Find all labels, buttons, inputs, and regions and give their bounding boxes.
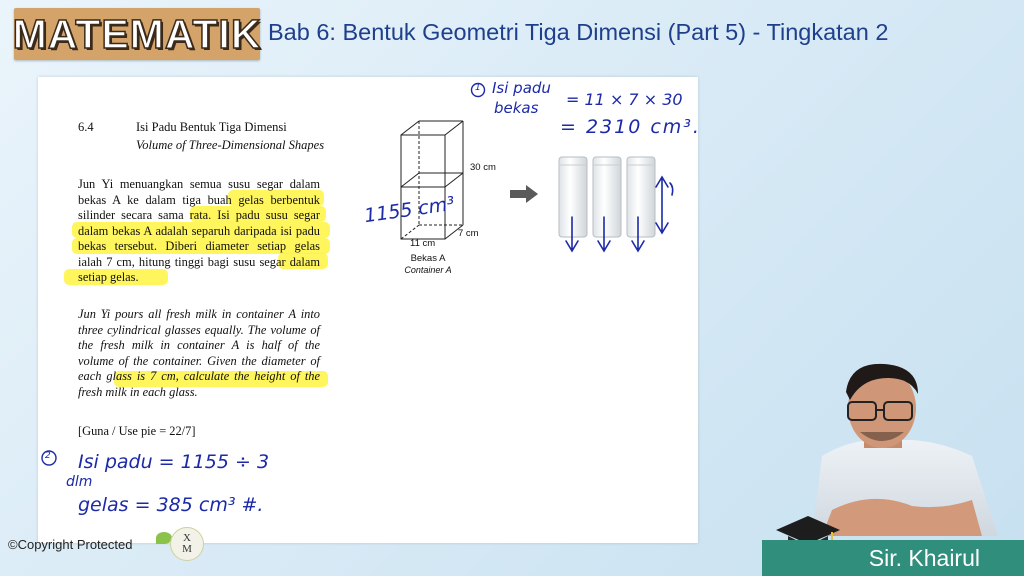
matematik-logo: [14, 8, 260, 60]
lesson-slide: [38, 77, 698, 543]
container-caption-en: Container A: [404, 265, 452, 275]
step2-marker-number: 2: [45, 451, 51, 461]
presenter-name: Sir. Khairul: [868, 544, 980, 571]
section-number: 6.4: [78, 120, 94, 134]
width-label: 11 cm: [410, 238, 436, 249]
logo-text: MATEMATIK: [12, 10, 262, 57]
ink-arrows: [558, 167, 698, 257]
step2-line2: dlm: [66, 474, 93, 490]
container-caption-ms: Bekas A: [410, 253, 446, 264]
copyright-text: ©Copyright Protected: [8, 537, 133, 552]
step1-marker-number: 1: [475, 83, 481, 93]
question-en: Jun Yi pours all fresh milk in container A into three cylindrical glasses equally. The volume of the fresh milk in container A is half of the volume of the container. Given the diameter of each glass is 7 cm, calculate the height of the fresh milk in each glass.: [78, 307, 320, 399]
pie-note: [Guna / Use pie = 22/7]: [78, 424, 196, 438]
section-title-ms: Isi Padu Bentuk Tiga Dimensi: [136, 120, 287, 134]
xm-logo: X M: [170, 527, 204, 561]
question-ms: Jun Yi menuangkan semua susu segar dalam bekas A ke dalam tiga buah gelas berbentuk silinder secara sama rata. Isi padu susu segar dalam bekas A adalah separuh daripada isi padu bekas tersebut. Diberi diameter setiap gelas ialah 7 cm, hitung tinggi bagi susu segar dalam setiap gelas.: [78, 177, 320, 284]
half-volume-note: 1155 cm³: [362, 192, 457, 228]
right-arrow-icon: [510, 185, 538, 203]
section-title-en: Volume of Three-Dimensional Shapes: [136, 138, 325, 152]
step1-label-line1: Isi padu: [492, 79, 551, 97]
depth-label: 7 cm: [458, 228, 479, 239]
step2-line3: gelas = 385 cm³ #.: [78, 494, 264, 516]
height-label: 30 cm: [470, 162, 496, 173]
step2-line1: Isi padu = 1155 ÷ 3: [78, 451, 270, 473]
step1-eq1: = 11 × 7 × 30: [566, 90, 683, 109]
step1-eq2: = 2310 cm³.: [560, 116, 701, 138]
video-title: Bab 6: Bentuk Geometri Tiga Dimensi (Part 5) - Tingkatan 2: [268, 19, 889, 45]
step1-label-line2: bekas: [494, 99, 539, 117]
presenter-name-bar: [762, 540, 1024, 576]
